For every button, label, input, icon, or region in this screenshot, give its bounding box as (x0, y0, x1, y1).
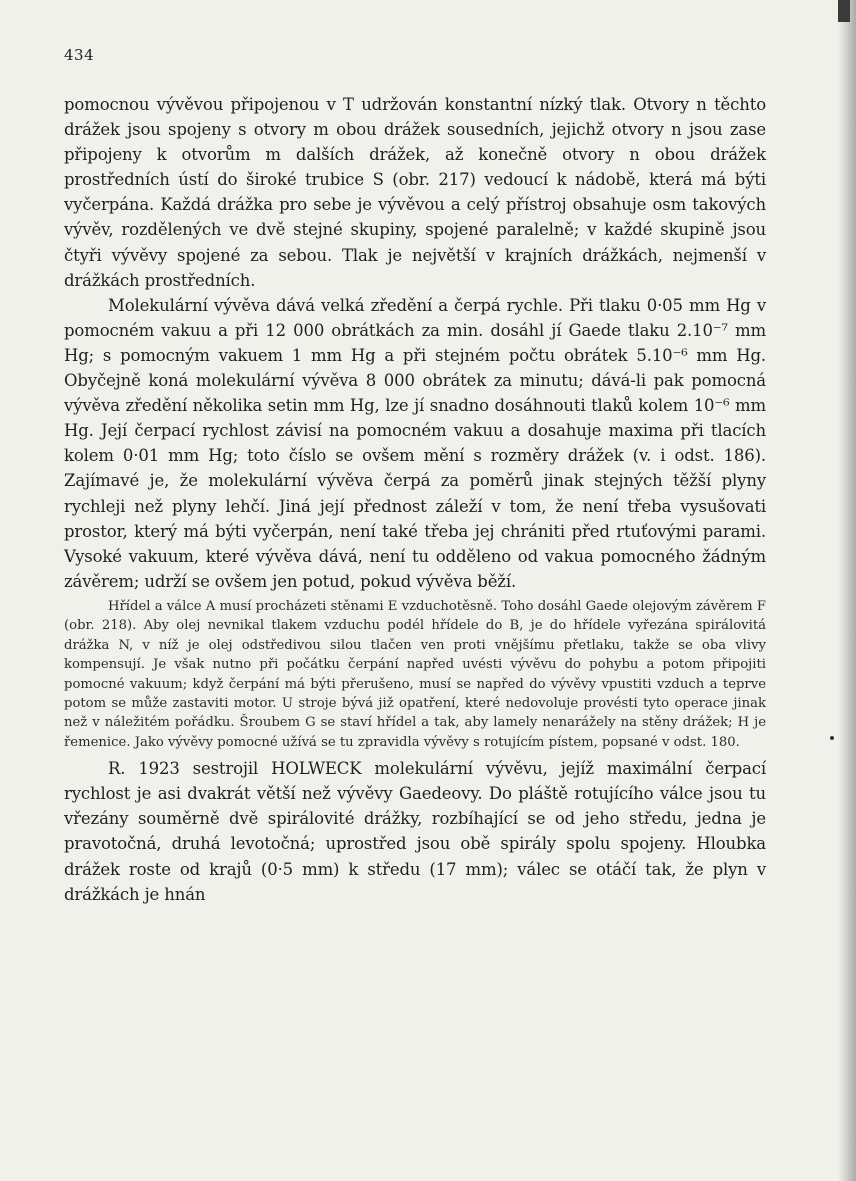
paragraph-shaft-oil-seal-note: Hřídel a válce A musí procházeti stěnami E vzduchotěsně. Toho dosáhl Gaede olejovým závěrem F (obr. 218). Aby olej nevnikal tlakem vzduchu podél hřídele do B, je do hřídele vyřezána spirálovitá drážka N, v níž je olej odstředivou silou tlačen ven proti vnějšímu přetlaku, takže se oba vlivy kompensují. Je však nutno při počátku čerpání napřed uvésti vývěvu do pohybu a potom připojiti pomocné vakuum; když čerpání má býti přerušeno, musí se napřed do vývěvy vpustiti vzduch a teprve potom se může zastaviti motor. U stroje bývá již opatření, které nedovoluje provésti tyto operace jinak než v náležitém pořádku. Šroubem G se staví hřídel a tak, aby lamely nenarážely na stěny drážek; H je řemenice. Jako vývěvy pomocné užívá se tu zpravidla vývěvy s rotujícím pístem, popsané v odst. 180. (64, 598, 766, 750)
page-body (64, 92, 766, 907)
page-edge-shadow (838, 0, 856, 1181)
paragraph-vacuum-pump-description: pomocnou vývěvou připojenou v T udržován konstantní nízký tlak. Otvory n těchto drážek jsou spojeny s otvory m obou drážek sousedních, jejichž otvory n jsou zase připojeny k otvorům m dalších drážek, až konečně otvory n obou drážek prostředních ústí do široké trubice S (obr. 217) vedoucí k nádobě, která má býti vyčerpána. Každá drážka pro sebe je vývěvou a celý přístroj obsahuje osm takových vývěv, rozdělených ve dvě stejné skupiny, spojené paralelně; v každé skupině jsou čtyři vývěvy spojené za sebou. Tlak je největší v krajních drážkách, nejmenší v drážkách prostředních. (64, 95, 766, 290)
paragraph-molecular-pump-performance: Molekulární vývěva dává velká zředění a čerpá rychle. Při tlaku 0·05 mm Hg v pomocném vakuu a při 12 000 obrátkách za min. dosáhl jí Gaede tlaku 2.10⁻⁷ mm Hg; s pomocným vakuem 1 mm Hg a při stejném počtu obrátek 5.10⁻⁶ mm Hg. Obyčejně koná molekulární vývěva 8 000 obrátek za minutu; dává-li pak pomocná vývěva zředění několika setin mm Hg, lze jí snadno dosáhnouti tlaků kolem 10⁻⁶ mm Hg. Její čerpací rychlost závisí na pomocném vakuu a dosahuje maxima při tlacích kolem 0·01 mm Hg; toto číslo se ovšem mění s rozměry drážek (v. i odst. 186). Zajímavé je, že molekulární vývěva čerpá za poměrů jinak stejných těžší plyny rychleji než plyny lehčí. Jiná její přednost záleží v tom, že není třeba vysušovati prostor, který má býti vyčerpán, není také třeba jej chrániti před rtuťovými parami. Vysoké vakuum, které vývěva dává, není tu odděleno od vakua pomocného žádným závěrem; udrží se ovšem jen potud, pokud vývěva běží. (64, 295, 766, 591)
page-corner-mark (838, 0, 850, 22)
page-number: 434 (64, 46, 95, 64)
margin-dot (830, 736, 834, 740)
paragraph-holweck-pump: R. 1923 sestrojil HOLWECK molekulární vývěvu, jejíž maximální čerpací rychlost je asi dvakrát větší než vývěvy Gaedeovy. Do pláště rotujícího válce jsou tu vřezány souměrně dvě spirálovité drážky, rozbíhající se od jeho středu, jedna je pravotočná, druhá levotočná; uprostřed jsou obě spirály spolu spojeny. Hloubka drážek roste od krajů (0·5 mm) k středu (17 mm); válec se otáčí tak, že plyn v drážkách je hnán (64, 759, 766, 904)
